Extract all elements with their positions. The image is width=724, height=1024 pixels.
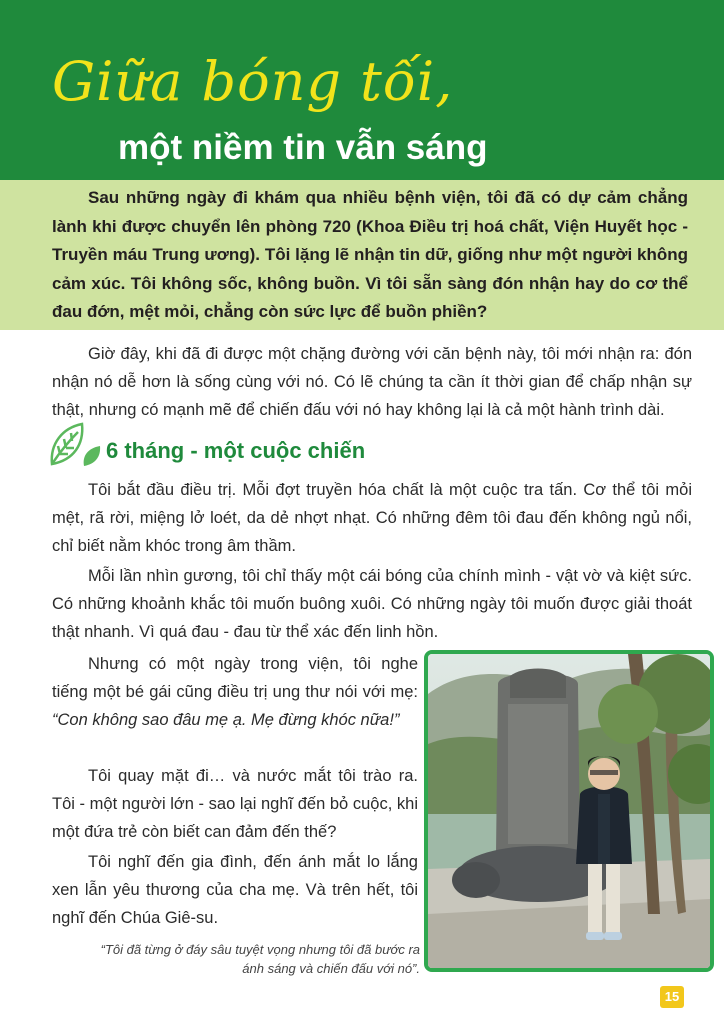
title-script: Giữa bóng tối,: [52, 50, 454, 113]
paragraph-6: Tôi nghĩ đến gia đình, đến ánh mắt lo lắng xen lẫn yêu thương của cha mẹ. Và trên hết, tôi nghĩ đến Chúa Giê-su.: [52, 853, 418, 927]
child-quote: “Con không sao đâu mẹ ạ. Mẹ đừng khóc nữa!”: [52, 711, 400, 729]
paragraph-1: Giờ đây, khi đã đi được một chặng đường với căn bệnh này, tôi mới nhận ra: đón nhận nó dễ hơn là sống cùng với nó. Có lẽ chúng ta cần ít thời gian để chấp nhận sự thật, nhưng có mạnh mẽ để chiến đấu với nó hay không lại là cả một hành trình dài.: [52, 345, 692, 419]
leaf-icon: [46, 420, 106, 470]
paragraph-5: Tôi quay mặt đi… và nước mắt tôi trào ra. Tôi - một người lớn - sao lại nghĩ đến bỏ cuộc, khi một đứa trẻ còn biết can đảm đến thế?: [52, 767, 418, 841]
paragraph-3: Mỗi lần nhìn gương, tôi chỉ thấy một cái bóng của chính mình - vật vờ và kiệt sức. Có những khoảnh khắc tôi muốn buông xuôi. Có những ngày tôi muốn được giải thoát thật nhanh. Vì quá đau - đau từ thể xác đến linh hồn.: [52, 567, 692, 641]
title-subtitle: một niềm tin vẫn sáng: [118, 128, 488, 167]
section-title: 6 tháng - một cuộc chiến: [106, 438, 366, 463]
photo-caption: “Tôi đã từng ở đáy sâu tuyệt vọng nhưng tôi đã bước ra ánh sáng và chiến đấu với nó”.: [100, 942, 420, 976]
photo-illustration: [428, 654, 710, 968]
paragraph-2: Tôi bắt đầu điều trị. Mỗi đợt truyền hóa chất là một cuộc tra tấn. Cơ thể tôi mỏi mệt, rã rời, miệng lở loét, da dẻ nhợt nhạt. Có những đêm tôi đau đến không ngủ nổi, chỉ biết nằm khóc trong âm thầm.: [52, 481, 692, 555]
photo: [424, 650, 714, 972]
paragraph-4-text: Nhưng có một ngày trong viện, tôi nghe tiếng một bé gái cũng điều trị ung thư nói với mẹ:: [52, 655, 418, 701]
header-banner: [0, 0, 724, 180]
intro-text: Sau những ngày đi khám qua nhiều bệnh viện, tôi đã có dự cảm chẳng lành khi được chuyển lên phòng 720 (Khoa Điều trị hoá chất, Viện Huyết học - Truyền máu Trung ương). Tôi lặng lẽ nhận tin dữ, giống như một người không cảm xúc. Tôi không sốc, không buồn. Vì tôi sẵn sàng đón nhận hay do cơ thể đau đớn, mệt mỏi, chẳng còn sức lực để buồn phiền?: [52, 188, 688, 322]
section-heading: [46, 420, 446, 470]
page-number: 15: [660, 986, 684, 1008]
paragraph-4: [52, 650, 418, 734]
